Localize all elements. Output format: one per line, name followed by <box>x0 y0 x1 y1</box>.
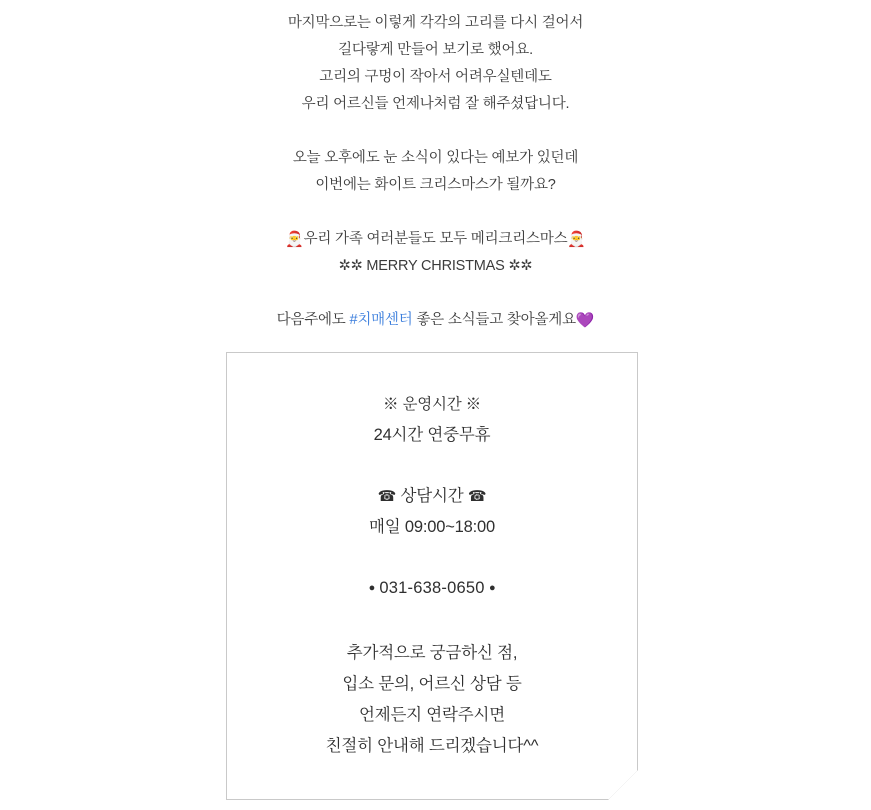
narrative-line: 이번에는 화이트 크리스마스가 될까요? <box>315 177 556 193</box>
narrative-line: 오늘 오후에도 눈 소식이 있다는 예보가 있던데 <box>292 150 579 166</box>
christmas-greeting-line <box>0 226 871 253</box>
paragraph-spacer <box>0 199 871 226</box>
card-spacer <box>227 451 637 481</box>
consultation-hours-value: 매일 09:00~18:00 <box>369 518 495 536</box>
christmas-greeting-text: 우리 가족 여러분들도 모두 메리크리스마스 <box>303 231 568 247</box>
paragraph-spacer <box>0 118 871 145</box>
closing-line: 친절히 안내해 드리겠습니다^^ <box>325 737 539 755</box>
card-spacer <box>227 543 637 573</box>
narrative-line: 길다랗게 만들어 보기로 했어요. <box>338 42 533 58</box>
consultation-hours-label: 상담시간 <box>400 487 464 505</box>
operating-hours-title: ※ 운영시간 ※ <box>383 396 481 413</box>
next-week-prefix: 다음주에도 <box>276 312 350 328</box>
telephone-icon: ☎ <box>377 488 397 505</box>
narrative-section <box>0 0 871 334</box>
hashtag-link[interactable]: #치매센터 <box>349 312 413 328</box>
merry-christmas-line: ✲✲ MERRY CHRISTMAS ✲✲ <box>338 258 533 274</box>
consultation-hours-title <box>227 481 637 512</box>
phone-number-line <box>227 573 637 604</box>
closing-line: 입소 문의, 어르신 상담 등 <box>342 675 522 693</box>
santa-icon: 🎅 <box>567 231 586 248</box>
purple-heart-icon: 💜 <box>575 312 595 329</box>
narrative-line: 고리의 구멍이 작아서 어려우실텐데도 <box>319 69 552 85</box>
santa-icon: 🎅 <box>285 231 304 248</box>
closing-line: 언제든지 연락주시면 <box>358 706 506 724</box>
paragraph-spacer <box>0 280 871 307</box>
info-card <box>226 352 638 800</box>
next-week-suffix: 좋은 소식들고 찾아올게요 <box>412 312 576 328</box>
info-card-content <box>227 353 637 762</box>
phone-number[interactable]: 031-638-0650 <box>379 579 485 597</box>
info-card-wrapper <box>226 352 638 800</box>
narrative-line: 마지막으로는 이렇게 각각의 고리를 다시 걸어서 <box>287 15 584 31</box>
bullet-dot-icon: ● <box>488 582 496 594</box>
next-week-line <box>0 307 871 334</box>
narrative-line: 우리 어르신들 언제나처럼 잘 해주셨답니다. <box>301 96 570 112</box>
operating-hours-value: 24시간 연중무휴 <box>373 426 491 444</box>
bullet-dot-icon: ● <box>368 582 376 594</box>
telephone-icon: ☎ <box>467 488 487 505</box>
closing-line: 추가적으로 궁금하신 점, <box>346 644 518 662</box>
card-spacer <box>227 604 637 638</box>
